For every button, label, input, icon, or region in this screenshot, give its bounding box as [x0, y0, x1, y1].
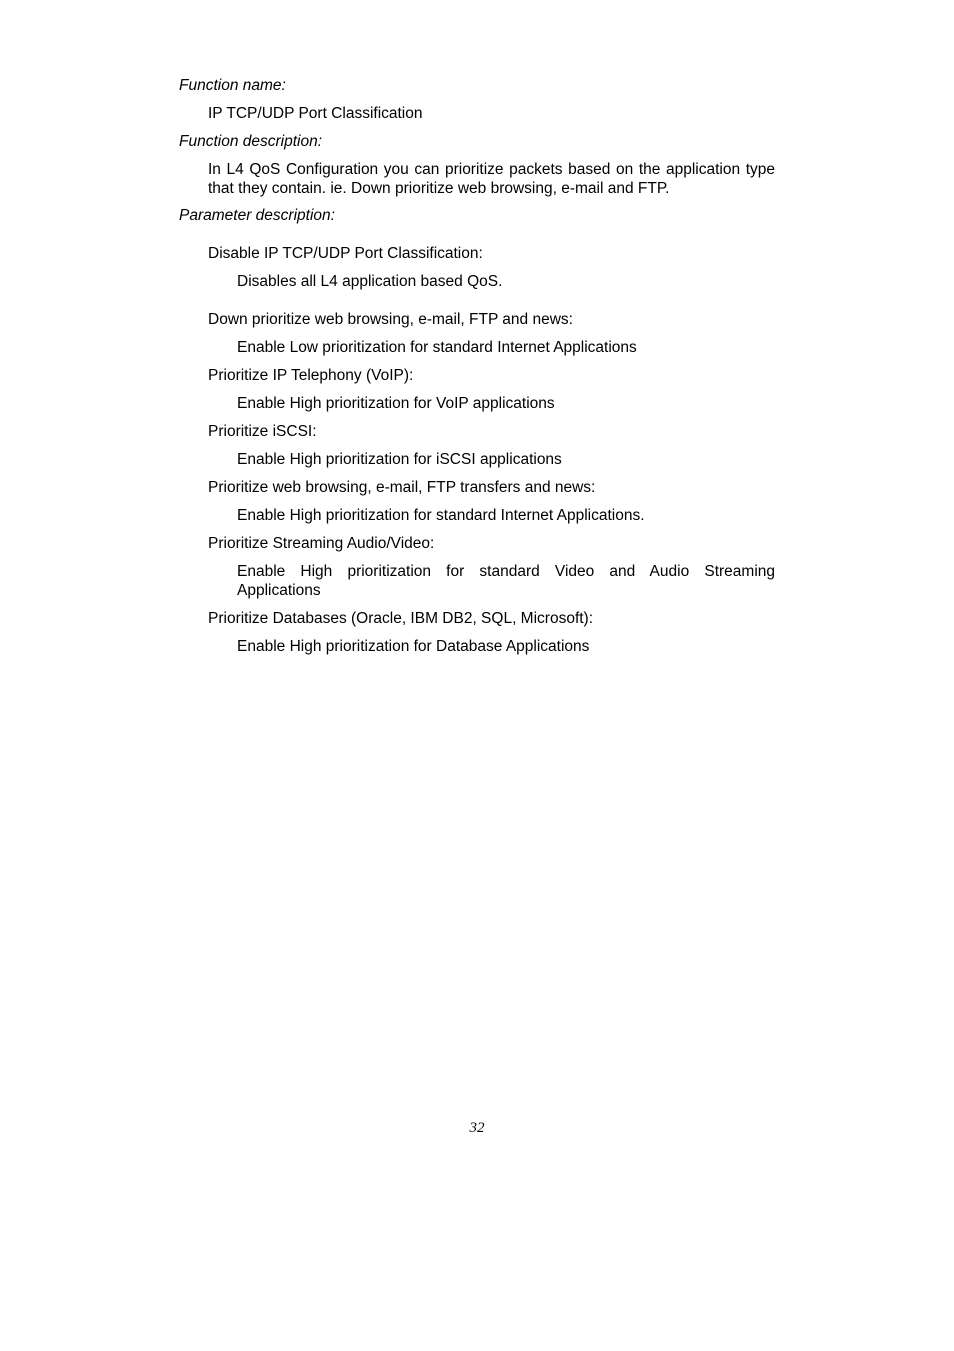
parameter-name-streaming: Prioritize Streaming Audio/Video: — [208, 535, 435, 552]
parameter-description-heading: Parameter description: — [179, 207, 335, 224]
function-name-heading: Function name: — [179, 77, 286, 94]
parameter-description-databases: Enable High prioritization for Database Applications — [237, 638, 590, 655]
function-name-value: IP TCP/UDP Port Classification — [208, 105, 423, 122]
parameter-description-disable-port-classification: Disables all L4 application based QoS. — [237, 273, 503, 290]
parameter-description-iscsi: Enable High prioritization for iSCSI applications — [237, 451, 562, 468]
parameter-description-voip: Enable High prioritization for VoIP applications — [237, 395, 555, 412]
page-number: 32 — [469, 1120, 485, 1136]
parameter-name-databases: Prioritize Databases (Oracle, IBM DB2, SQL, Microsoft): — [208, 610, 594, 627]
parameter-description-down-prioritize-web: Enable Low prioritization for standard Internet Applications — [237, 339, 637, 356]
parameter-name-disable-port-classification: Disable IP TCP/UDP Port Classification: — [208, 245, 483, 262]
parameter-description-streaming: Enable High prioritization for standard Video and Audio Streaming Applications — [237, 563, 775, 599]
function-description-text: In L4 QoS Configuration you can prioritize packets based on the application type that they contain. ie. Down prioritize web browsing, e-mail and FTP. — [208, 161, 775, 197]
parameter-description-prioritize-web: Enable High prioritization for standard Internet Applications. — [237, 507, 645, 524]
parameter-name-voip: Prioritize IP Telephony (VoIP): — [208, 367, 414, 384]
parameter-name-iscsi: Prioritize iSCSI: — [208, 423, 317, 440]
parameter-name-down-prioritize-web: Down prioritize web browsing, e-mail, FTP and news: — [208, 311, 573, 328]
function-description-heading: Function description: — [179, 133, 323, 150]
parameter-name-prioritize-web: Prioritize web browsing, e-mail, FTP transfers and news: — [208, 479, 596, 496]
